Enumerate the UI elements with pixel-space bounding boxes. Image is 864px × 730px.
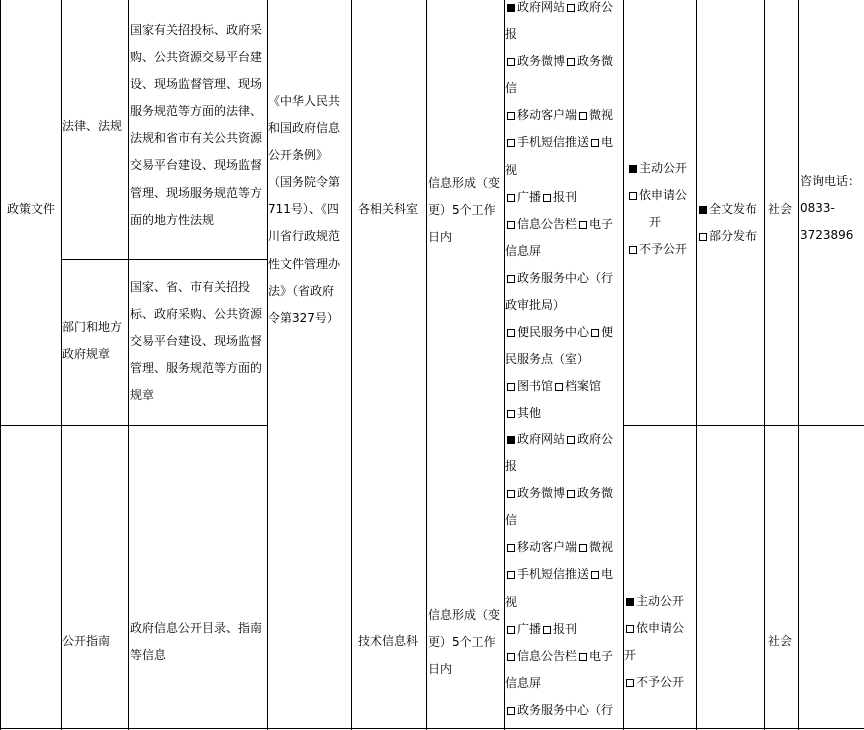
subcat-label: 部门和地方	[62, 320, 123, 334]
option-line	[627, 236, 697, 263]
contact-line: 3723896	[800, 228, 854, 243]
desc-line: 政府信息公开目录、指南	[130, 621, 263, 635]
option-line	[505, 670, 623, 697]
option-line	[505, 426, 623, 453]
row-border	[623, 425, 864, 426]
unchecked-box-icon	[626, 679, 634, 687]
option-text: 不予公开	[639, 242, 688, 257]
option-text: 档案馆	[565, 379, 602, 394]
unchecked-box-icon	[543, 194, 551, 202]
option-line	[505, 534, 623, 561]
col-border	[798, 0, 799, 730]
option-text: 政府公	[577, 0, 614, 14]
option-text: 电	[601, 135, 614, 150]
option-line	[505, 211, 623, 238]
unchecked-box-icon	[567, 4, 575, 12]
unchecked-box-icon	[591, 139, 599, 147]
audience-cell	[768, 196, 792, 223]
option-text: 不予公开	[636, 675, 685, 690]
unchecked-box-icon	[507, 275, 515, 283]
desc-cell-guide	[130, 615, 267, 669]
option-line	[505, 561, 623, 588]
option-line	[697, 196, 765, 223]
channel-cell	[505, 426, 623, 724]
mode-cell	[624, 588, 696, 696]
desc-line: 规章	[130, 388, 155, 403]
option-text: 微视	[589, 540, 614, 555]
option-text: 政务服务中心（行	[517, 270, 614, 285]
unchecked-box-icon	[507, 626, 515, 634]
option-text: 电子	[589, 648, 614, 663]
basis-line: （国务院令第	[268, 175, 341, 190]
unchecked-box-icon	[579, 221, 587, 229]
dept-cell	[358, 628, 418, 655]
option-text: 依申请公	[636, 621, 685, 636]
basis-line: 公开条例》	[268, 148, 329, 163]
contact-line: 咨询电话：	[800, 174, 861, 188]
option-text: 移动客户端	[517, 108, 578, 123]
desc-line: 交易平台建设、现场监督	[130, 158, 263, 173]
contact-line: 0833-	[800, 201, 835, 216]
col-border	[0, 0, 1, 730]
unchecked-box-icon	[567, 490, 575, 498]
option-line	[627, 182, 697, 209]
unchecked-box-icon	[507, 139, 515, 147]
option-text: 便	[601, 325, 614, 340]
basis-line: 令第327号）	[268, 310, 339, 325]
unchecked-box-icon	[591, 329, 599, 337]
option-line	[505, 0, 623, 21]
option-line	[505, 400, 623, 427]
option-text: 广播	[517, 189, 542, 204]
unchecked-box-icon	[507, 58, 515, 66]
basis-line: 711号）、《四	[268, 202, 339, 217]
option-text: 手机短信推送	[517, 135, 590, 150]
desc-cell-laws	[130, 17, 267, 234]
option-text: 政审批局）	[505, 298, 566, 313]
option-text: 政务微博	[517, 54, 566, 69]
time-cell	[428, 170, 504, 251]
basis-line: 和国政府信息	[268, 121, 341, 136]
unchecked-box-icon	[507, 194, 515, 202]
option-line	[505, 480, 623, 507]
option-text: 全文发布	[709, 202, 758, 216]
subcat-label: 政府规章	[62, 347, 111, 362]
option-text: 信	[505, 513, 518, 528]
col-border	[764, 0, 765, 730]
desc-line: 管理、服务规范等方面的	[130, 361, 263, 376]
dept-label: 各相关科室	[358, 202, 419, 216]
unchecked-box-icon	[579, 544, 587, 552]
option-text: 视	[505, 162, 518, 177]
option-line	[624, 642, 696, 669]
option-line	[624, 588, 696, 615]
publish-cell	[697, 196, 765, 250]
desc-line: 国家有关招投标、政府采	[130, 23, 263, 37]
option-line	[624, 615, 696, 642]
option-line	[505, 507, 623, 534]
option-line	[505, 643, 623, 670]
option-line	[505, 157, 623, 184]
unchecked-box-icon	[579, 653, 587, 661]
option-text: 政务微	[577, 486, 614, 501]
unchecked-box-icon	[629, 246, 637, 254]
col-border	[696, 0, 697, 730]
basis-line: 法》（省政府	[268, 283, 335, 298]
option-text: 电	[601, 567, 614, 582]
option-line	[505, 75, 623, 102]
subcat-label: 法律、法规	[62, 119, 123, 133]
desc-cell-rules	[130, 274, 267, 409]
checked-box-icon	[626, 598, 634, 606]
row-border	[61, 259, 267, 260]
time-line: 信息形成（变	[428, 608, 501, 622]
option-text: 信	[505, 81, 518, 96]
subcat-cell-rules	[62, 314, 122, 368]
audience-cell	[768, 628, 792, 655]
option-line	[505, 48, 623, 75]
option-text: 政府网站	[517, 0, 566, 14]
option-line	[505, 616, 623, 643]
basis-line: 川省行政规范	[268, 229, 341, 244]
desc-line: 法规和省市有关公共资源	[130, 131, 263, 146]
option-text: 开	[624, 648, 637, 663]
time-line: 更）5个工作	[428, 203, 496, 218]
desc-line: 交易平台建设、现场监督	[130, 334, 263, 349]
time-cell	[428, 602, 504, 683]
desc-line: 面的地方性法规	[130, 212, 215, 227]
unchecked-box-icon	[507, 410, 515, 418]
option-text: 依申请公	[639, 188, 688, 203]
option-text: 移动客户端	[517, 540, 578, 555]
option-text: 报刊	[553, 621, 578, 636]
option-line	[627, 155, 697, 182]
checked-box-icon	[699, 206, 707, 214]
audience-label: 社会	[768, 202, 793, 216]
unchecked-box-icon	[507, 112, 515, 120]
time-line: 日内	[428, 662, 453, 677]
option-text: 便民服务中心	[517, 325, 590, 340]
unchecked-box-icon	[507, 329, 515, 337]
unchecked-box-icon	[507, 544, 515, 552]
option-text: 报	[505, 27, 518, 42]
unchecked-box-icon	[507, 571, 515, 579]
option-text: 主动公开	[636, 594, 685, 608]
desc-line: 国家、省、市有关招投	[130, 280, 251, 294]
time-line: 信息形成（变	[428, 176, 501, 190]
unchecked-box-icon	[567, 436, 575, 444]
contact-cell	[800, 168, 864, 249]
option-text: 政务微	[577, 54, 614, 69]
option-line	[505, 238, 623, 265]
unchecked-box-icon	[626, 625, 634, 633]
unchecked-box-icon	[507, 653, 515, 661]
basis-line: 《中华人民共	[268, 94, 341, 108]
option-text: 报	[505, 459, 518, 474]
option-text: 手机短信推送	[517, 567, 590, 582]
unchecked-box-icon	[567, 58, 575, 66]
desc-line: 管理、现场服务规范等方	[130, 185, 263, 200]
audience-label: 社会	[768, 634, 793, 648]
option-line	[624, 669, 696, 696]
category-label: 政策文件	[7, 202, 56, 216]
desc-line: 等信息	[130, 648, 167, 663]
unchecked-box-icon	[699, 233, 707, 241]
option-text: 主动公开	[639, 161, 688, 175]
option-line	[505, 589, 623, 616]
option-text: 其他	[517, 406, 542, 421]
time-line: 更）5个工作	[428, 635, 496, 650]
col-border	[128, 0, 129, 730]
unchecked-box-icon	[507, 383, 515, 391]
option-line	[505, 21, 623, 48]
subcat-label: 公开指南	[62, 634, 111, 648]
option-text: 政务微博	[517, 486, 566, 501]
option-line	[627, 209, 697, 236]
option-line	[505, 319, 623, 346]
desc-line: 标、政府采购、公共资源	[130, 307, 263, 322]
dept-cell	[358, 196, 418, 223]
mode-cell	[627, 155, 697, 263]
option-text: 微视	[589, 108, 614, 123]
row-border	[0, 728, 864, 729]
option-line	[505, 453, 623, 480]
unchecked-box-icon	[543, 626, 551, 634]
option-text: 部分发布	[709, 229, 758, 244]
unchecked-box-icon	[507, 490, 515, 498]
option-line	[505, 102, 623, 129]
option-text: 开	[649, 215, 662, 230]
option-text: 信息公告栏	[517, 216, 578, 231]
option-line	[697, 223, 765, 250]
unchecked-box-icon	[579, 112, 587, 120]
desc-line: 购、公共资源交易平台建	[130, 50, 263, 65]
basis-line: 性文件管理办	[268, 256, 341, 271]
option-text: 信息屏	[505, 675, 542, 690]
category-cell	[7, 196, 55, 223]
option-text: 报刊	[553, 189, 578, 204]
desc-line: 设、现场监督管理、现场	[130, 77, 263, 92]
checked-box-icon	[629, 165, 637, 173]
option-text: 信息公告栏	[517, 648, 578, 663]
option-line	[505, 184, 623, 211]
desc-line: 服务规范等方面的法律、	[130, 104, 263, 119]
checked-box-icon	[507, 4, 515, 12]
option-line	[505, 373, 623, 400]
option-line	[505, 129, 623, 156]
dept-label: 技术信息科	[358, 634, 419, 648]
row-border	[0, 425, 267, 426]
option-text: 图书馆	[517, 379, 554, 394]
option-text: 视	[505, 594, 518, 609]
unchecked-box-icon	[629, 192, 637, 200]
option-text: 政务服务中心（行	[517, 702, 614, 717]
option-text: 信息屏	[505, 243, 542, 258]
col-border	[426, 0, 427, 730]
checked-box-icon	[507, 436, 515, 444]
option-text: 政府公	[577, 432, 614, 446]
option-line	[505, 292, 623, 319]
basis-cell	[268, 88, 352, 332]
unchecked-box-icon	[555, 383, 563, 391]
option-text: 民服务点（室）	[505, 352, 590, 367]
unchecked-box-icon	[507, 707, 515, 715]
option-text: 电子	[589, 216, 614, 231]
unchecked-box-icon	[507, 221, 515, 229]
option-text: 广播	[517, 621, 542, 636]
option-line	[505, 265, 623, 292]
channel-cell	[505, 0, 623, 428]
subcat-cell-laws	[62, 113, 122, 140]
time-line: 日内	[428, 230, 453, 245]
subcat-cell-guide	[62, 628, 110, 655]
unchecked-box-icon	[591, 571, 599, 579]
option-line	[505, 697, 623, 724]
option-line	[505, 346, 623, 373]
option-text: 政府网站	[517, 432, 566, 446]
